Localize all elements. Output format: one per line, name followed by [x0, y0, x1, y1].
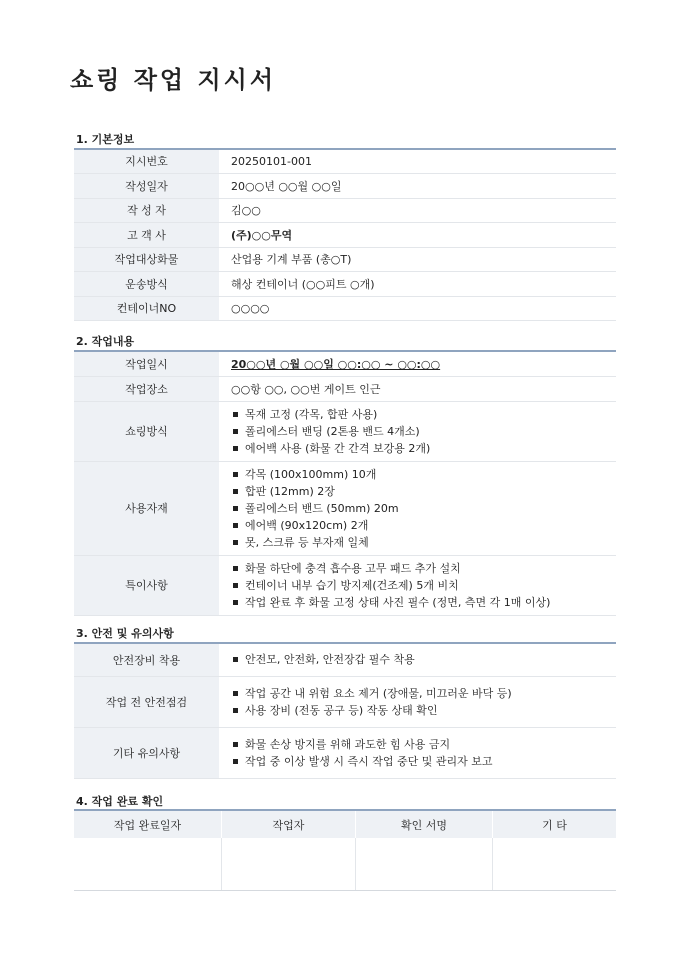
table-row: [74, 643, 616, 676]
table-row: [74, 247, 616, 271]
table-row: [74, 401, 616, 461]
notes-list-cell: [219, 555, 616, 615]
signature-cell[interactable]: [356, 838, 493, 891]
safety-table: [74, 642, 616, 779]
list-item: 각목 (100x100mm) 10개: [231, 466, 616, 483]
table-row: [74, 198, 616, 222]
table-row: [74, 376, 616, 401]
worker-cell[interactable]: [222, 838, 356, 891]
table-row: [74, 149, 616, 173]
row-label: 특이사항: [74, 555, 219, 615]
work-date-value: 20○○년 ○월 ○○일 ○○:○○ ~ ○○:○○: [219, 351, 616, 376]
check-list-cell: [219, 676, 616, 727]
row-value: 해상 컨테이너 (○○피트 ○개): [219, 271, 616, 296]
list-item: 안전모, 안전화, 안전장갑 필수 착용: [231, 651, 616, 668]
list-item: 폴리에스터 밴드 (50mm) 20m: [231, 500, 616, 517]
column-header: 확인 서명: [356, 810, 493, 838]
row-label: 작업일시: [74, 351, 219, 376]
row-value: (주)○○무역: [219, 222, 616, 247]
list-item: 폴리에스터 밴딩 (2톤용 밴드 4개소): [231, 423, 616, 440]
section-heading-work-content: 2. 작업내용: [76, 335, 135, 348]
gear-list-cell: [219, 643, 616, 676]
list-item: 작업 완료 후 화물 고정 상태 사진 필수 (정면, 측면 각 1매 이상): [231, 594, 616, 611]
completion-date-cell[interactable]: [74, 838, 222, 891]
section-heading-safety: 3. 안전 및 유의사항: [76, 627, 174, 640]
row-value: 20○○년 ○○월 ○○일: [219, 173, 616, 198]
row-label: 지시번호: [74, 149, 219, 173]
list-item: 목재 고정 (각목, 합판 사용): [231, 406, 616, 423]
page-title: 쇼링 작업 지시서: [70, 66, 276, 94]
row-label: 작업 전 안전점검: [74, 676, 219, 727]
table-row: [74, 461, 616, 555]
table-row: [74, 727, 616, 778]
list-item: 작업 중 이상 발생 시 즉시 작업 중단 및 관리자 보고: [231, 753, 616, 770]
row-label: 작업장소: [74, 376, 219, 401]
row-label: 작 성 자: [74, 198, 219, 222]
row-label: 쇼링방식: [74, 401, 219, 461]
other-cell[interactable]: [493, 838, 617, 891]
list-item: 화물 손상 방지를 위해 과도한 힘 사용 금지: [231, 736, 616, 753]
basic-info-table: [74, 148, 616, 321]
section-heading-basic-info: 1. 기본정보: [76, 133, 135, 146]
row-label: 고 객 사: [74, 222, 219, 247]
row-label: 사용자재: [74, 461, 219, 555]
list-item: 합판 (12mm) 2장: [231, 483, 616, 500]
list-item: 에어백 사용 (화물 간 간격 보강용 2개): [231, 440, 616, 457]
list-item: 에어백 (90x120cm) 2개: [231, 517, 616, 534]
table-row: [74, 676, 616, 727]
row-label: 기타 유의사항: [74, 727, 219, 778]
column-header: 작업 완료일자: [74, 810, 222, 838]
row-label: 작업대상화물: [74, 247, 219, 271]
list-item: 컨테이너 내부 습기 방지제(건조제) 5개 비치: [231, 577, 616, 594]
table-row: [74, 222, 616, 247]
table-row: [74, 173, 616, 198]
row-value: ○○○○: [219, 296, 616, 320]
list-item: 사용 장비 (전동 공구 등) 작동 상태 확인: [231, 702, 616, 719]
row-value: 산업용 기계 부품 (총○T): [219, 247, 616, 271]
other-list-cell: [219, 727, 616, 778]
column-header: 작업자: [222, 810, 356, 838]
table-row: [74, 555, 616, 615]
list-item: 화물 하단에 충격 흡수용 고무 패드 추가 설치: [231, 560, 616, 577]
row-value: 김○○: [219, 198, 616, 222]
method-list-cell: [219, 401, 616, 461]
row-label: 작성일자: [74, 173, 219, 198]
list-item: 작업 공간 내 위험 요소 제거 (장애물, 미끄러운 바닥 등): [231, 685, 616, 702]
row-label: 안전장비 착용: [74, 643, 219, 676]
column-header: 기 타: [493, 810, 617, 838]
table-row: [74, 271, 616, 296]
work-place-value: ○○항 ○○, ○○번 게이트 인근: [219, 376, 616, 401]
section-heading-completion: 4. 작업 완료 확인: [76, 795, 164, 808]
row-label: 운송방식: [74, 271, 219, 296]
table-row: [74, 296, 616, 320]
row-value: 20250101-001: [219, 149, 616, 173]
materials-list-cell: [219, 461, 616, 555]
list-item: 못, 스크류 등 부자재 일체: [231, 534, 616, 551]
completion-table: [74, 809, 616, 891]
row-label: 컨테이너NO: [74, 296, 219, 320]
work-content-table: [74, 350, 616, 616]
table-row: [74, 351, 616, 376]
